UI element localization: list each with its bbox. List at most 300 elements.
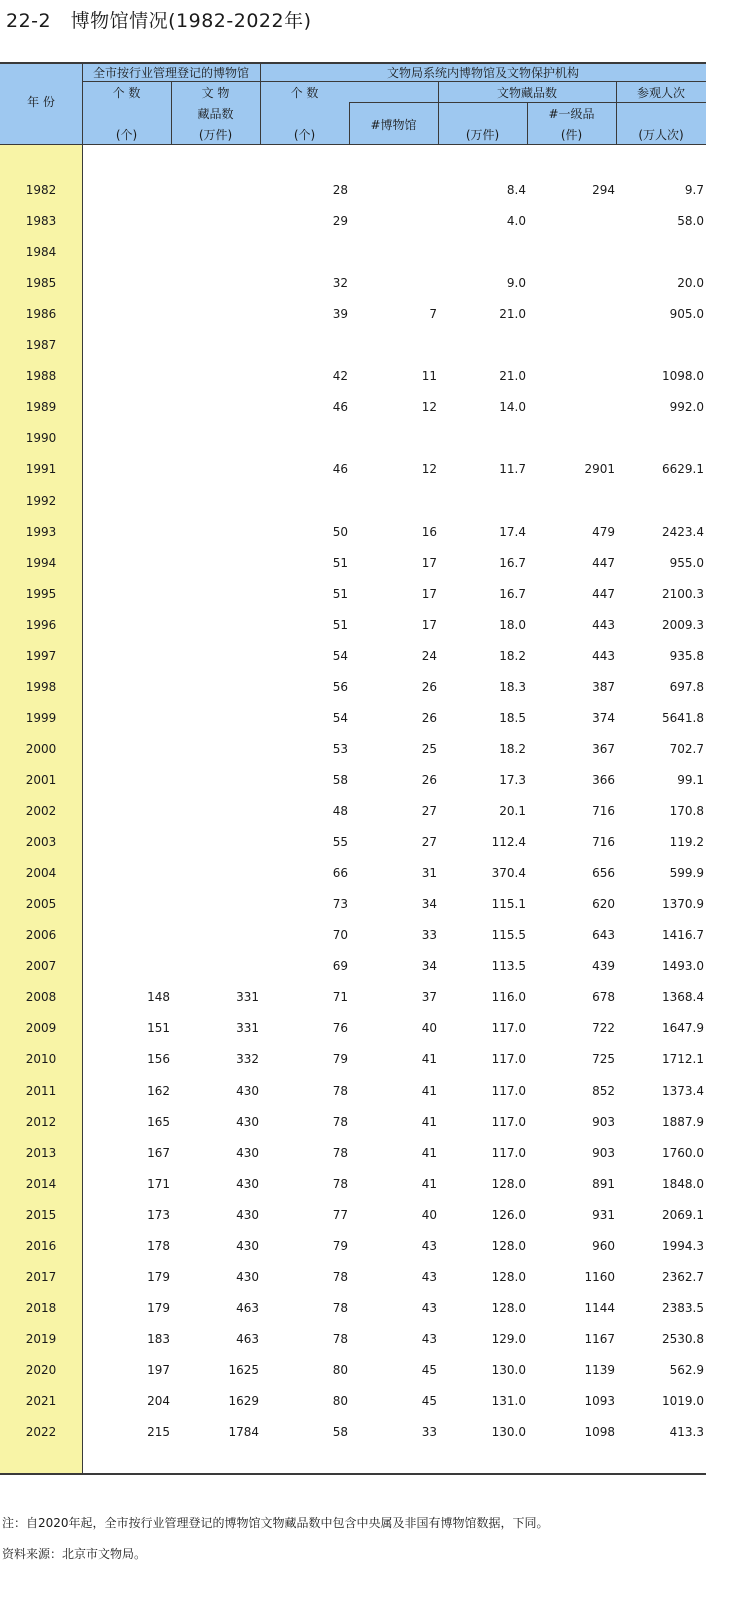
table-row bbox=[0, 1200, 706, 1231]
cell-registered-relics: 1625 bbox=[228, 1362, 259, 1377]
cell-bureau-count: 51 bbox=[332, 617, 348, 632]
cell-bureau-count: 78 bbox=[332, 1083, 348, 1098]
header-collection-unit: (万件) bbox=[465, 128, 500, 142]
row-year: 2012 bbox=[25, 1114, 57, 1129]
row-year: 2000 bbox=[25, 741, 57, 756]
table-row bbox=[0, 330, 706, 361]
row-year: 2002 bbox=[25, 804, 57, 818]
table-row bbox=[0, 392, 706, 423]
row-year: 1999 bbox=[25, 710, 57, 725]
cell-collection: 117.0 bbox=[491, 1145, 526, 1160]
cell-collection: 117.0 bbox=[491, 1114, 526, 1129]
cell-registered-relics: 430 bbox=[236, 1238, 259, 1253]
cell-bureau-count: 66 bbox=[332, 866, 348, 881]
cell-visitors: 1647.9 bbox=[662, 1021, 704, 1036]
cell-visitors: 1098.0 bbox=[662, 369, 704, 384]
cell-bureau-count: 78 bbox=[332, 1176, 348, 1191]
cell-grade1: 1167 bbox=[584, 1331, 615, 1346]
cell-museums: 43 bbox=[421, 1300, 437, 1315]
cell-visitors: 905.0 bbox=[669, 307, 704, 322]
cell-grade1: 903 bbox=[592, 1114, 615, 1129]
cell-museums: 27 bbox=[421, 835, 437, 850]
row-year: 2003 bbox=[25, 835, 57, 850]
cell-collection: 117.0 bbox=[491, 1021, 526, 1036]
cell-museums: 43 bbox=[421, 1269, 437, 1284]
cell-collection: 128.0 bbox=[491, 1238, 526, 1253]
table-row bbox=[0, 858, 706, 889]
table-row bbox=[0, 1107, 706, 1138]
cell-bureau-count: 73 bbox=[332, 897, 348, 912]
cell-museums: 26 bbox=[421, 710, 437, 725]
table-row bbox=[0, 672, 706, 703]
cell-grade1: 366 bbox=[592, 773, 615, 787]
row-year: 2021 bbox=[25, 1394, 57, 1408]
cell-visitors: 1019.0 bbox=[662, 1394, 704, 1408]
row-year: 1991 bbox=[25, 462, 57, 477]
cell-grade1: 852 bbox=[592, 1083, 615, 1098]
table-row bbox=[0, 454, 706, 485]
cell-visitors: 1994.3 bbox=[662, 1238, 704, 1253]
table-row bbox=[0, 1231, 706, 1262]
cell-collection: 9.0 bbox=[506, 276, 526, 291]
cell-collection: 4.0 bbox=[506, 214, 526, 229]
cell-collection: 113.5 bbox=[491, 959, 526, 974]
cell-grade1: 891 bbox=[592, 1176, 615, 1191]
cell-collection: 20.1 bbox=[499, 804, 526, 818]
cell-museums: 7 bbox=[429, 307, 437, 322]
cell-museums: 41 bbox=[421, 1176, 437, 1191]
table-row bbox=[0, 548, 706, 579]
cell-bureau-count: 51 bbox=[332, 586, 348, 601]
table-row bbox=[0, 796, 706, 827]
cell-museums: 11 bbox=[421, 369, 437, 384]
cell-visitors: 599.9 bbox=[669, 866, 704, 881]
cell-collection: 130.0 bbox=[491, 1425, 526, 1439]
table-row bbox=[0, 827, 706, 858]
cell-visitors: 2009.3 bbox=[662, 617, 704, 632]
cell-registered-relics: 430 bbox=[236, 1145, 259, 1160]
cell-visitors: 2383.5 bbox=[662, 1300, 704, 1315]
cell-collection: 128.0 bbox=[491, 1300, 526, 1315]
table-row bbox=[0, 206, 706, 237]
cell-bureau-count: 55 bbox=[332, 835, 348, 850]
row-year: 2016 bbox=[25, 1238, 57, 1253]
cell-collection: 130.0 bbox=[491, 1362, 526, 1377]
row-year: 2005 bbox=[25, 897, 57, 912]
cell-museums: 41 bbox=[421, 1114, 437, 1129]
row-year: 1982 bbox=[25, 183, 57, 197]
table-row bbox=[0, 175, 706, 206]
table-row bbox=[0, 237, 706, 268]
table-row bbox=[0, 1044, 706, 1075]
cell-grade1: 716 bbox=[592, 835, 615, 850]
cell-registered-relics: 331 bbox=[236, 990, 259, 1005]
cell-grade1: 367 bbox=[592, 741, 615, 756]
cell-grade1: 931 bbox=[592, 1207, 615, 1222]
cell-bureau-count: 58 bbox=[332, 1425, 348, 1439]
source-note: 资料来源：北京市文物局。 bbox=[2, 1547, 147, 1561]
cell-collection: 21.0 bbox=[499, 369, 526, 384]
cell-registered-count: 178 bbox=[147, 1238, 170, 1253]
row-year: 2011 bbox=[25, 1083, 57, 1098]
header-year: 年 份 bbox=[27, 95, 55, 109]
cell-museums: 41 bbox=[421, 1052, 437, 1067]
cell-collection: 18.2 bbox=[499, 648, 526, 663]
header-visitors-unit: (万人次) bbox=[638, 128, 684, 142]
cell-registered-count: 204 bbox=[147, 1394, 170, 1408]
cell-bureau-count: 79 bbox=[332, 1052, 348, 1067]
row-year: 1996 bbox=[25, 617, 57, 632]
cell-visitors: 413.3 bbox=[669, 1425, 704, 1439]
row-year: 1997 bbox=[25, 648, 57, 663]
header-reg-count-unit: (个) bbox=[115, 128, 138, 142]
cell-visitors: 1712.1 bbox=[662, 1052, 704, 1067]
cell-registered-count: 179 bbox=[147, 1300, 170, 1315]
row-year: 2013 bbox=[25, 1145, 57, 1160]
page-title: 22-2 博物馆情况(1982-2022年) bbox=[6, 10, 312, 32]
cell-museums: 43 bbox=[421, 1331, 437, 1346]
cell-collection: 115.1 bbox=[491, 897, 526, 912]
header-reg-relics-sub: 藏品数 bbox=[197, 107, 234, 121]
cell-registered-count: 148 bbox=[147, 990, 170, 1005]
cell-bureau-count: 80 bbox=[332, 1394, 348, 1408]
row-year: 1983 bbox=[25, 214, 57, 229]
cell-visitors: 2100.3 bbox=[662, 586, 704, 601]
cell-visitors: 2069.1 bbox=[662, 1207, 704, 1222]
table-row bbox=[0, 1417, 706, 1448]
cell-museums: 33 bbox=[421, 928, 437, 943]
cell-visitors: 1848.0 bbox=[662, 1176, 704, 1191]
cell-visitors: 697.8 bbox=[669, 679, 704, 694]
cell-grade1: 439 bbox=[592, 959, 615, 974]
cell-bureau-count: 48 bbox=[332, 804, 348, 818]
row-year: 2019 bbox=[25, 1331, 57, 1346]
table-row bbox=[0, 361, 706, 392]
cell-museums: 26 bbox=[421, 679, 437, 694]
cell-collection: 117.0 bbox=[491, 1083, 526, 1098]
header-reg-relics-unit: (万件) bbox=[198, 128, 233, 142]
header-visitors: 参观人次 bbox=[636, 86, 685, 100]
row-year: 1995 bbox=[25, 586, 57, 601]
cell-grade1: 903 bbox=[592, 1145, 615, 1160]
cell-collection: 11.7 bbox=[499, 462, 526, 477]
cell-visitors: 2530.8 bbox=[662, 1331, 704, 1346]
cell-registered-relics: 463 bbox=[236, 1331, 259, 1346]
cell-grade1: 643 bbox=[592, 928, 615, 943]
header-reg-relics: 文 物 bbox=[201, 86, 230, 100]
cell-visitors: 1760.0 bbox=[662, 1145, 704, 1160]
cell-bureau-count: 56 bbox=[332, 679, 348, 694]
cell-bureau-count: 29 bbox=[332, 214, 348, 229]
cell-collection: 21.0 bbox=[499, 307, 526, 322]
cell-grade1: 479 bbox=[592, 524, 615, 539]
cell-bureau-count: 79 bbox=[332, 1238, 348, 1253]
cell-museums: 40 bbox=[421, 1207, 437, 1222]
row-year: 2014 bbox=[25, 1176, 57, 1191]
cell-museums: 34 bbox=[421, 959, 437, 974]
cell-grade1: 722 bbox=[592, 1021, 615, 1036]
cell-registered-count: 151 bbox=[147, 1021, 170, 1036]
table-row bbox=[0, 982, 706, 1013]
cell-registered-relics: 1629 bbox=[228, 1394, 259, 1408]
cell-collection: 131.0 bbox=[491, 1394, 526, 1408]
cell-museums: 40 bbox=[421, 1021, 437, 1036]
cell-museums: 16 bbox=[421, 524, 437, 539]
cell-grade1: 294 bbox=[592, 183, 615, 197]
cell-collection: 18.0 bbox=[499, 617, 526, 632]
cell-bureau-count: 46 bbox=[332, 462, 348, 477]
row-year: 2009 bbox=[25, 1021, 57, 1036]
table-row bbox=[0, 486, 706, 517]
cell-registered-count: 173 bbox=[147, 1207, 170, 1222]
cell-grade1: 620 bbox=[592, 897, 615, 912]
cell-visitors: 2362.7 bbox=[662, 1269, 704, 1284]
cell-bureau-count: 53 bbox=[332, 741, 348, 756]
cell-bureau-count: 78 bbox=[332, 1114, 348, 1129]
cell-visitors: 702.7 bbox=[669, 741, 704, 756]
cell-collection: 18.5 bbox=[499, 710, 526, 725]
table-row bbox=[0, 889, 706, 920]
cell-registered-count: 183 bbox=[147, 1331, 170, 1346]
cell-collection: 16.7 bbox=[499, 555, 526, 570]
cell-registered-relics: 430 bbox=[236, 1083, 259, 1098]
cell-visitors: 1370.9 bbox=[662, 897, 704, 912]
cell-museums: 41 bbox=[421, 1145, 437, 1160]
cell-grade1: 1160 bbox=[584, 1269, 615, 1284]
cell-registered-relics: 332 bbox=[236, 1052, 259, 1067]
cell-museums: 17 bbox=[421, 586, 437, 601]
cell-collection: 126.0 bbox=[491, 1207, 526, 1222]
cell-grade1: 443 bbox=[592, 648, 615, 663]
cell-visitors: 5641.8 bbox=[662, 710, 704, 725]
cell-visitors: 1416.7 bbox=[662, 928, 704, 943]
cell-bureau-count: 70 bbox=[332, 928, 348, 943]
table-row bbox=[0, 734, 706, 765]
table-row bbox=[0, 1262, 706, 1293]
top-rule bbox=[0, 62, 706, 64]
table-row bbox=[0, 703, 706, 734]
row-year: 1985 bbox=[25, 276, 57, 291]
cell-bureau-count: 76 bbox=[332, 1021, 348, 1036]
table-row bbox=[0, 423, 706, 454]
cell-bureau-count: 78 bbox=[332, 1331, 348, 1346]
cell-grade1: 447 bbox=[592, 555, 615, 570]
header-bureau-count: 个 数 bbox=[290, 86, 319, 100]
cell-museums: 12 bbox=[421, 400, 437, 415]
bottom-rule bbox=[0, 1473, 706, 1475]
cell-grade1: 1093 bbox=[584, 1394, 615, 1408]
cell-visitors: 20.0 bbox=[677, 276, 704, 291]
cell-bureau-count: 50 bbox=[332, 524, 348, 539]
row-year: 1990 bbox=[25, 431, 57, 446]
table-row bbox=[0, 579, 706, 610]
row-year: 2001 bbox=[25, 773, 57, 787]
cell-bureau-count: 28 bbox=[332, 183, 348, 197]
cell-visitors: 119.2 bbox=[669, 835, 704, 850]
row-year: 1993 bbox=[25, 524, 57, 539]
cell-museums: 41 bbox=[421, 1083, 437, 1098]
cell-grade1: 447 bbox=[592, 586, 615, 601]
cell-visitors: 992.0 bbox=[669, 400, 704, 415]
header-museums: #博物馆 bbox=[370, 118, 417, 132]
table-row bbox=[0, 1355, 706, 1386]
cell-visitors: 6629.1 bbox=[662, 462, 704, 477]
cell-grade1: 1098 bbox=[584, 1425, 615, 1439]
cell-registered-relics: 430 bbox=[236, 1269, 259, 1284]
cell-collection: 129.0 bbox=[491, 1331, 526, 1346]
cell-grade1: 656 bbox=[592, 866, 615, 881]
footnote: 注：自2020年起，全市按行业管理登记的博物馆文物藏品数中包含中央属及非国有博物馆数据，下同。 bbox=[2, 1516, 549, 1530]
cell-visitors: 99.1 bbox=[677, 773, 704, 787]
cell-bureau-count: 71 bbox=[332, 990, 348, 1005]
cell-collection: 17.3 bbox=[499, 773, 526, 787]
cell-bureau-count: 42 bbox=[332, 369, 348, 384]
table-row bbox=[0, 765, 706, 796]
table-row bbox=[0, 299, 706, 330]
cell-bureau-count: 69 bbox=[332, 959, 348, 974]
cell-grade1: 443 bbox=[592, 617, 615, 632]
cell-grade1: 1139 bbox=[584, 1362, 615, 1377]
cell-museums: 17 bbox=[421, 555, 437, 570]
table-row bbox=[0, 517, 706, 548]
row-year: 1994 bbox=[25, 555, 57, 570]
cell-visitors: 562.9 bbox=[669, 1362, 704, 1377]
cell-bureau-count: 78 bbox=[332, 1145, 348, 1160]
row-year: 2017 bbox=[25, 1269, 57, 1284]
cell-collection: 18.2 bbox=[499, 741, 526, 756]
table-row bbox=[0, 1386, 706, 1417]
cell-museums: 27 bbox=[421, 804, 437, 818]
row-year: 2018 bbox=[25, 1300, 57, 1315]
cell-bureau-count: 78 bbox=[332, 1300, 348, 1315]
cell-visitors: 2423.4 bbox=[662, 524, 704, 539]
cell-visitors: 1887.9 bbox=[662, 1114, 704, 1129]
header-reg-count: 个 数 bbox=[112, 86, 141, 100]
cell-bureau-count: 54 bbox=[332, 648, 348, 663]
cell-registered-count: 197 bbox=[147, 1362, 170, 1377]
cell-grade1: 678 bbox=[592, 990, 615, 1005]
cell-registered-count: 215 bbox=[147, 1425, 170, 1439]
cell-collection: 112.4 bbox=[491, 835, 526, 850]
cell-bureau-count: 80 bbox=[332, 1362, 348, 1377]
table-row bbox=[0, 1076, 706, 1107]
row-year: 2015 bbox=[25, 1207, 57, 1222]
cell-collection: 16.7 bbox=[499, 586, 526, 601]
cell-visitors: 58.0 bbox=[677, 214, 704, 229]
table-row bbox=[0, 610, 706, 641]
header-bureau-count-unit: (个) bbox=[293, 128, 316, 142]
cell-visitors: 955.0 bbox=[669, 555, 704, 570]
cell-collection: 115.5 bbox=[491, 928, 526, 943]
cell-bureau-count: 77 bbox=[332, 1207, 348, 1222]
table-row bbox=[0, 641, 706, 672]
header-collection: 文物藏品数 bbox=[496, 86, 557, 100]
cell-collection: 117.0 bbox=[491, 1052, 526, 1067]
row-year: 1987 bbox=[25, 338, 57, 353]
cell-visitors: 1373.4 bbox=[662, 1083, 704, 1098]
row-year: 2004 bbox=[25, 866, 57, 881]
cell-registered-relics: 430 bbox=[236, 1207, 259, 1222]
header-grade1: #一级品 bbox=[548, 107, 595, 121]
cell-museums: 45 bbox=[421, 1362, 437, 1377]
cell-collection: 128.0 bbox=[491, 1176, 526, 1191]
cell-registered-count: 171 bbox=[147, 1176, 170, 1191]
cell-grade1: 725 bbox=[592, 1052, 615, 1067]
row-year: 1986 bbox=[25, 307, 57, 322]
cell-registered-relics: 1784 bbox=[228, 1425, 259, 1439]
cell-bureau-count: 39 bbox=[332, 307, 348, 322]
cell-museums: 26 bbox=[421, 773, 437, 787]
cell-grade1: 2901 bbox=[584, 462, 615, 477]
cell-bureau-count: 51 bbox=[332, 555, 348, 570]
header-divider bbox=[82, 81, 706, 82]
cell-bureau-count: 78 bbox=[332, 1269, 348, 1284]
row-year: 1998 bbox=[25, 679, 57, 694]
row-year: 2008 bbox=[25, 990, 57, 1005]
cell-museums: 24 bbox=[421, 648, 437, 663]
cell-grade1: 387 bbox=[592, 679, 615, 694]
cell-grade1: 716 bbox=[592, 804, 615, 818]
cell-bureau-count: 58 bbox=[332, 773, 348, 787]
row-year: 1984 bbox=[25, 245, 57, 260]
cell-collection: 17.4 bbox=[499, 524, 526, 539]
cell-registered-relics: 430 bbox=[236, 1114, 259, 1129]
table-row bbox=[0, 1169, 706, 1200]
cell-collection: 8.4 bbox=[506, 183, 526, 197]
header-group-bureau: 文物局系统内博物馆及文物保护机构 bbox=[386, 66, 579, 80]
header-grade1-unit: (件) bbox=[560, 128, 583, 142]
table-row bbox=[0, 1293, 706, 1324]
cell-registered-relics: 430 bbox=[236, 1176, 259, 1191]
cell-registered-count: 162 bbox=[147, 1083, 170, 1098]
cell-museums: 45 bbox=[421, 1394, 437, 1408]
cell-visitors: 935.8 bbox=[669, 648, 704, 663]
row-year: 2010 bbox=[25, 1052, 57, 1067]
header-bottom-rule bbox=[0, 144, 706, 145]
cell-museums: 33 bbox=[421, 1425, 437, 1439]
table-row bbox=[0, 1013, 706, 1044]
cell-registered-relics: 331 bbox=[236, 1021, 259, 1036]
row-year: 2020 bbox=[25, 1362, 57, 1377]
cell-visitors: 9.7 bbox=[684, 183, 704, 197]
cell-registered-count: 165 bbox=[147, 1114, 170, 1129]
cell-registered-relics: 463 bbox=[236, 1300, 259, 1315]
row-year: 2022 bbox=[25, 1425, 57, 1439]
cell-museums: 34 bbox=[421, 897, 437, 912]
table-row bbox=[0, 1138, 706, 1169]
cell-collection: 14.0 bbox=[499, 400, 526, 415]
cell-bureau-count: 46 bbox=[332, 400, 348, 415]
cell-collection: 116.0 bbox=[491, 990, 526, 1005]
cell-visitors: 1368.4 bbox=[662, 990, 704, 1005]
cell-museums: 12 bbox=[421, 462, 437, 477]
cell-bureau-count: 54 bbox=[332, 710, 348, 725]
cell-museums: 43 bbox=[421, 1238, 437, 1253]
cell-visitors: 1493.0 bbox=[662, 959, 704, 974]
cell-collection: 128.0 bbox=[491, 1269, 526, 1284]
table-row bbox=[0, 1324, 706, 1355]
cell-grade1: 1144 bbox=[584, 1300, 615, 1315]
row-year: 2006 bbox=[25, 928, 57, 943]
cell-museums: 17 bbox=[421, 617, 437, 632]
table-row bbox=[0, 951, 706, 982]
cell-registered-count: 179 bbox=[147, 1269, 170, 1284]
cell-visitors: 170.8 bbox=[669, 804, 704, 818]
row-year: 1992 bbox=[25, 493, 57, 508]
cell-registered-count: 156 bbox=[147, 1052, 170, 1067]
table-row bbox=[0, 268, 706, 299]
header-group-registered: 全市按行业管理登记的博物馆 bbox=[92, 66, 249, 80]
